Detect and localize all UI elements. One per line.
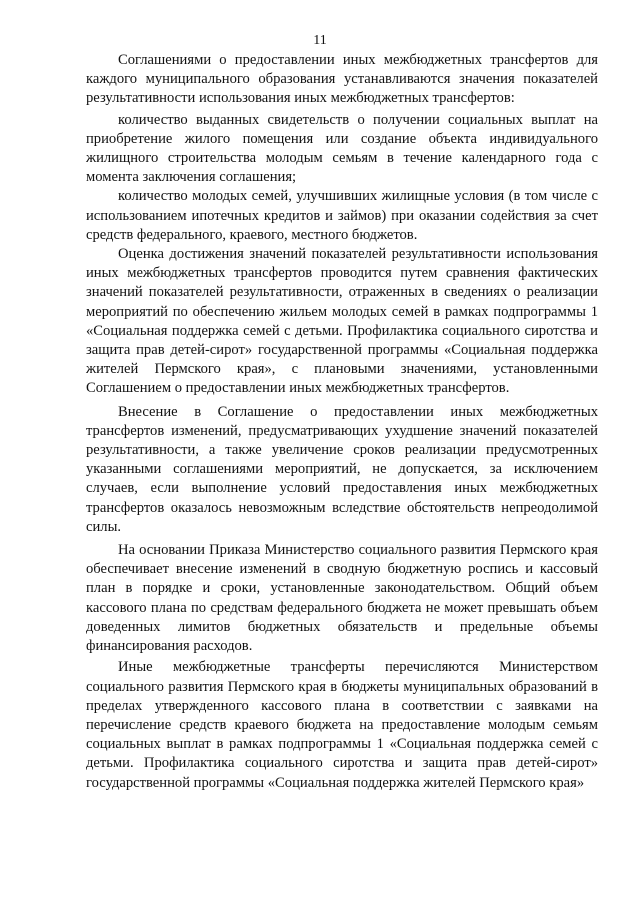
paragraph-transfers: Иные межбюджетные трансферты перечисляются Министерством социального развития Пермского края в бюджеты муниципальных образований в пределах утвержденного кассового плана в соответствии с заявками на перечисление средств краевого бюджета на предоставление молодым семьям социальных выплат в рамках подпрограммы 1 «Социальная поддержка семей с детьми. Профилактика социального сиротства и защита прав детей-сирот» государственной программы «Социальная поддержка жителей Пермского края»: [86, 659, 598, 791]
paragraph-amendments: Внесение в Соглашение о предоставлении иных межбюджетных трансфертов изменений, предусматривающих ухудшение значений показателей результативности, а также увеличение сроков реализации предусмотренных указанными соглашениями мероприятий, не допускается, за исключением случаев, если выполнение условий предоставления иных межбюджетных трансфертов оказалось невозможным вследствие обстоятельств непреодолимой силы.: [86, 403, 598, 535]
paragraph-order-basis: На основании Приказа Министерство социального развития Пермского края обеспечивает внесение изменений в сводную бюджетную роспись и кассовый план в порядке и сроки, установленные законодательством. Общий объем кассового плана по средствам федерального бюджета не может превышать объем доведенных лимитов бюджетных обязательств и предельные объемы финансирования расходов.: [86, 542, 598, 655]
paragraph-assessment: Оценка достижения значений показателей результативности использования иных межбюджетных трансфертов проводится путем сравнения фактических значений показателей результативности, отраженных в сведениях о реализации мероприятий по обеспечению жильем молодых семей в рамках подпрограммы 1 «Социальная поддержка семей с детьми. Профилактика социального сиротства и защита прав детей-сирот» государственной программы «Социальная поддержка жителей Пермского края», с плановыми значениями, установленными Соглашением о предоставлении иных межбюджетных трансфертов.: [86, 246, 598, 397]
paragraph-young-families-count: количество молодых семей, улучшивших жилищные условия (в том числе с использованием ипотечных кредитов и займов) при оказании содействия за счет средств федерального, краевого, местного бюджетов.: [86, 188, 598, 243]
page-number: 11: [313, 33, 327, 48]
document-body: [86, 51, 598, 793]
paragraph-agreements-indicators: Соглашениями о предоставлении иных межбюджетных трансфертов для каждого муниципального образования устанавливаются значения показателей результативности использования иных межбюджетных трансфертов:: [86, 52, 598, 107]
paragraph-certificates-count: количество выданных свидетельств о получении социальных выплат на приобретение жилого помещения или создание объекта индивидуального жилищного строительства молодым семьям в течение календарного года с момента заключения соглашения;: [86, 111, 598, 186]
